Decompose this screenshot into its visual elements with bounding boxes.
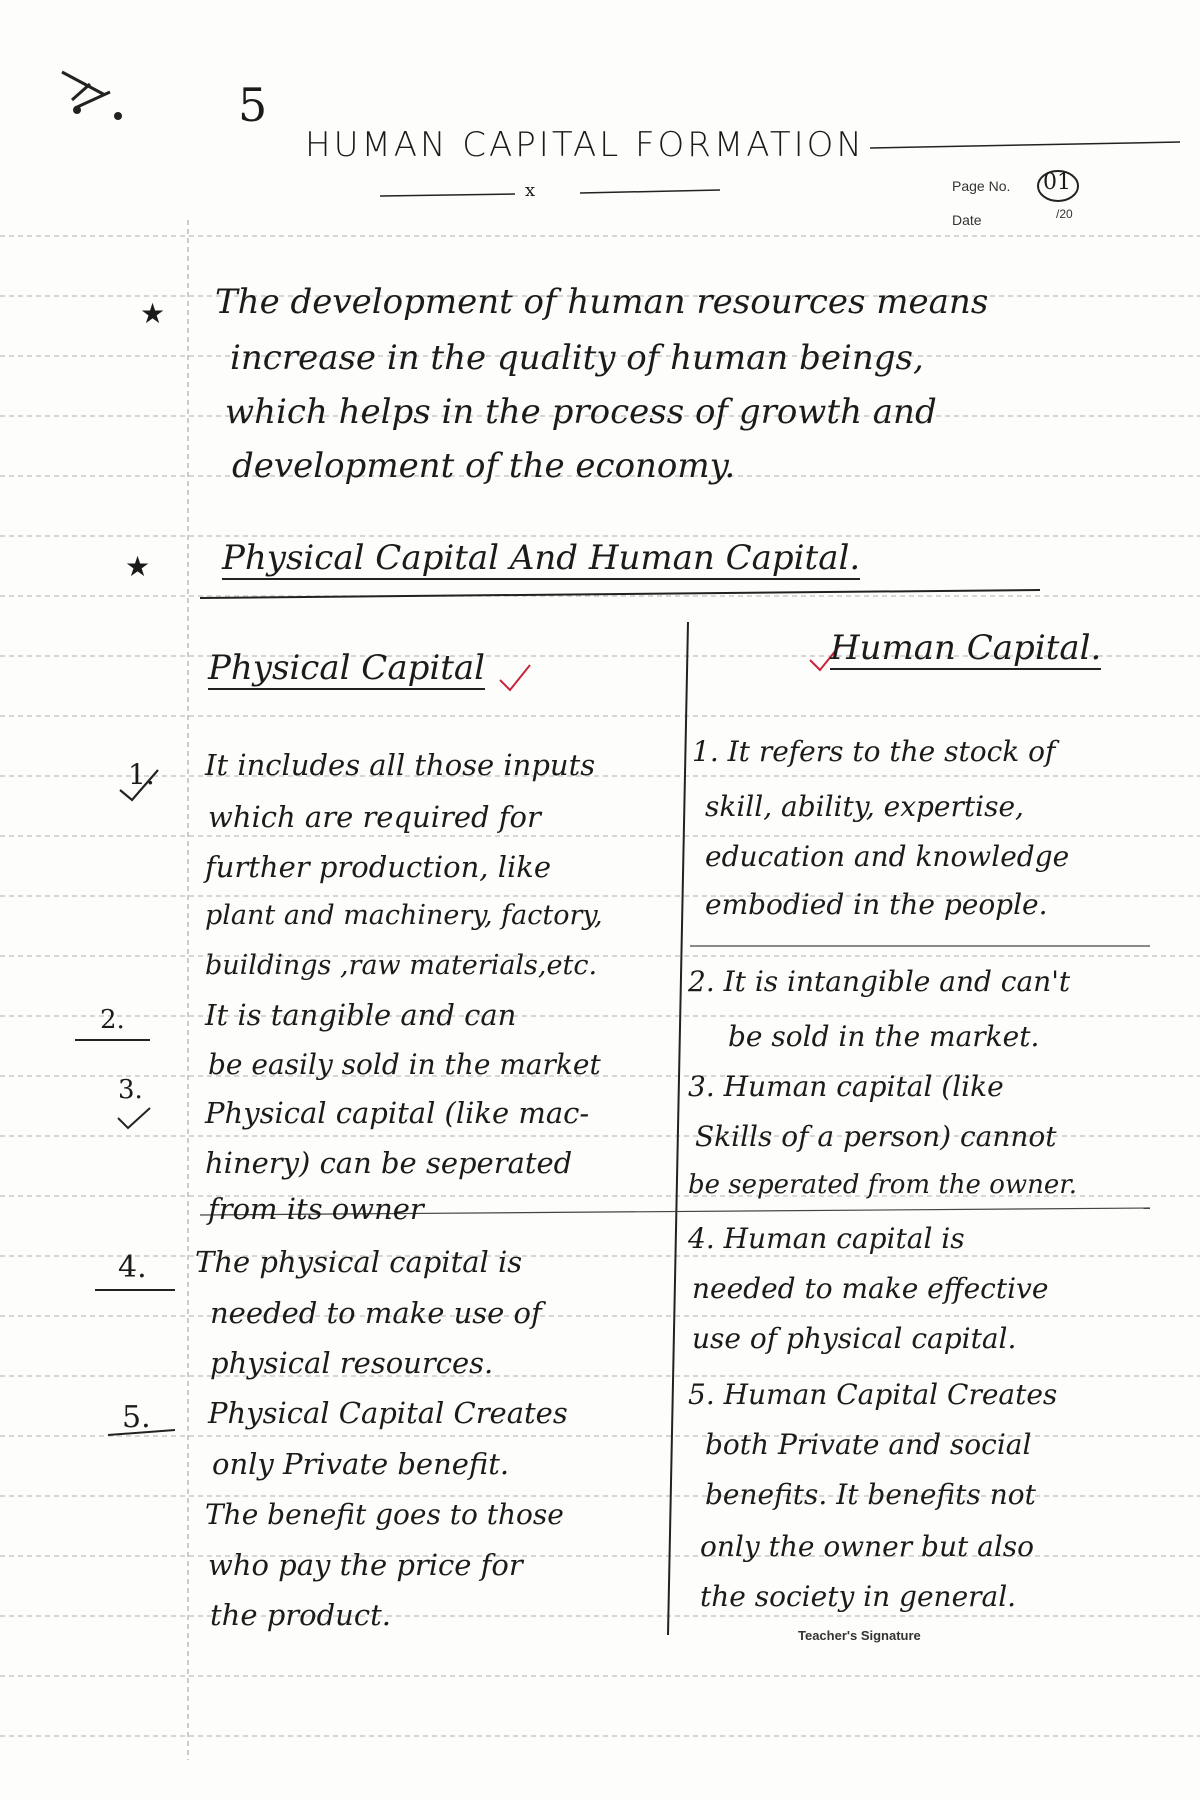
left-cell-line: needed to make use of	[210, 1296, 542, 1330]
chapter-number: 5	[238, 78, 268, 132]
row-number: 4.	[118, 1250, 147, 1285]
right-cell-line: only the owner but also	[700, 1530, 1035, 1563]
left-column-header: Physical Capital	[208, 648, 486, 688]
left-cell-line: It includes all those inputs	[205, 748, 596, 782]
right-cell-line: Skills of a person) cannot	[695, 1120, 1057, 1153]
left-cell-line: further production, like	[205, 850, 552, 884]
date-label: Date	[952, 212, 982, 228]
right-cell-line: 2. It is intangible and can't	[688, 965, 1071, 998]
right-column-header: Human Capital.	[830, 628, 1102, 668]
right-cell-line: 4. Human capital is	[688, 1222, 965, 1255]
row-number: 3.	[118, 1075, 143, 1105]
left-cell-line: only Private benefit.	[212, 1447, 510, 1481]
right-cell-line: 3. Human capital (like	[688, 1070, 1004, 1103]
left-cell-line: Physical capital (like mac-	[205, 1096, 590, 1130]
left-cell-line: from its owner	[208, 1192, 424, 1226]
intro-line: The development of human resources means	[215, 282, 989, 322]
right-cell-line: benefits. It benefits not	[705, 1478, 1036, 1511]
intro-bullet: ★	[140, 297, 166, 330]
right-cell-line: 5. Human Capital Creates	[688, 1378, 1058, 1411]
teacher-signature-label: Teacher's Signature	[798, 1628, 921, 1643]
left-cell-line: buildings ,raw materials,etc.	[205, 950, 598, 981]
right-cell-line: education and knowledge	[705, 840, 1070, 873]
left-cell-line: Physical Capital Creates	[208, 1396, 568, 1430]
section-bullet: ★	[125, 550, 151, 583]
right-cell-line: 1. It refers to the stock of	[692, 735, 1056, 768]
right-cell-line: embodied in the people.	[705, 888, 1048, 921]
right-cell-line: use of physical capital.	[692, 1322, 1017, 1355]
left-cell-line: physical resources.	[210, 1346, 494, 1380]
page-no-value: 01	[1043, 170, 1071, 195]
intro-line: which helps in the process of growth and	[225, 392, 937, 432]
page-no-label: Page No.	[952, 178, 1011, 194]
left-cell-line: which are required for	[208, 800, 541, 834]
right-cell-line: the society in general.	[700, 1580, 1017, 1613]
page-title: HUMAN CAPITAL FORMATION	[305, 125, 865, 165]
left-cell-line: The physical capital is	[195, 1245, 523, 1279]
row-number: 5.	[122, 1400, 151, 1435]
right-cell-line: be sold in the market.	[728, 1020, 1040, 1053]
right-cell-line: be seperated from the owner.	[688, 1170, 1078, 1200]
left-cell-line: be easily sold in the market	[208, 1048, 601, 1081]
intro-line: development of the economy.	[232, 446, 736, 486]
left-cell-line: the product.	[210, 1598, 391, 1632]
left-cell-line: It is tangible and can	[205, 998, 517, 1032]
intro-line: increase in the quality of human beings,	[230, 338, 924, 378]
title-sub-mark: x	[525, 180, 536, 201]
left-cell-line: plant and machinery, factory,	[205, 900, 603, 931]
row-number: 2.	[100, 1005, 125, 1035]
date-value: /20	[1056, 207, 1073, 221]
row-number: 1.	[128, 758, 155, 791]
left-cell-line: The benefit goes to those	[205, 1498, 564, 1531]
left-cell-line: who pay the price for	[208, 1548, 523, 1582]
left-cell-line: hinery) can be seperated	[205, 1146, 573, 1180]
right-cell-line: needed to make effective	[692, 1272, 1049, 1305]
right-cell-line: both Private and social	[705, 1428, 1032, 1461]
right-cell-line: skill, ability, expertise,	[705, 790, 1024, 823]
section-heading: Physical Capital And Human Capital.	[222, 538, 861, 578]
